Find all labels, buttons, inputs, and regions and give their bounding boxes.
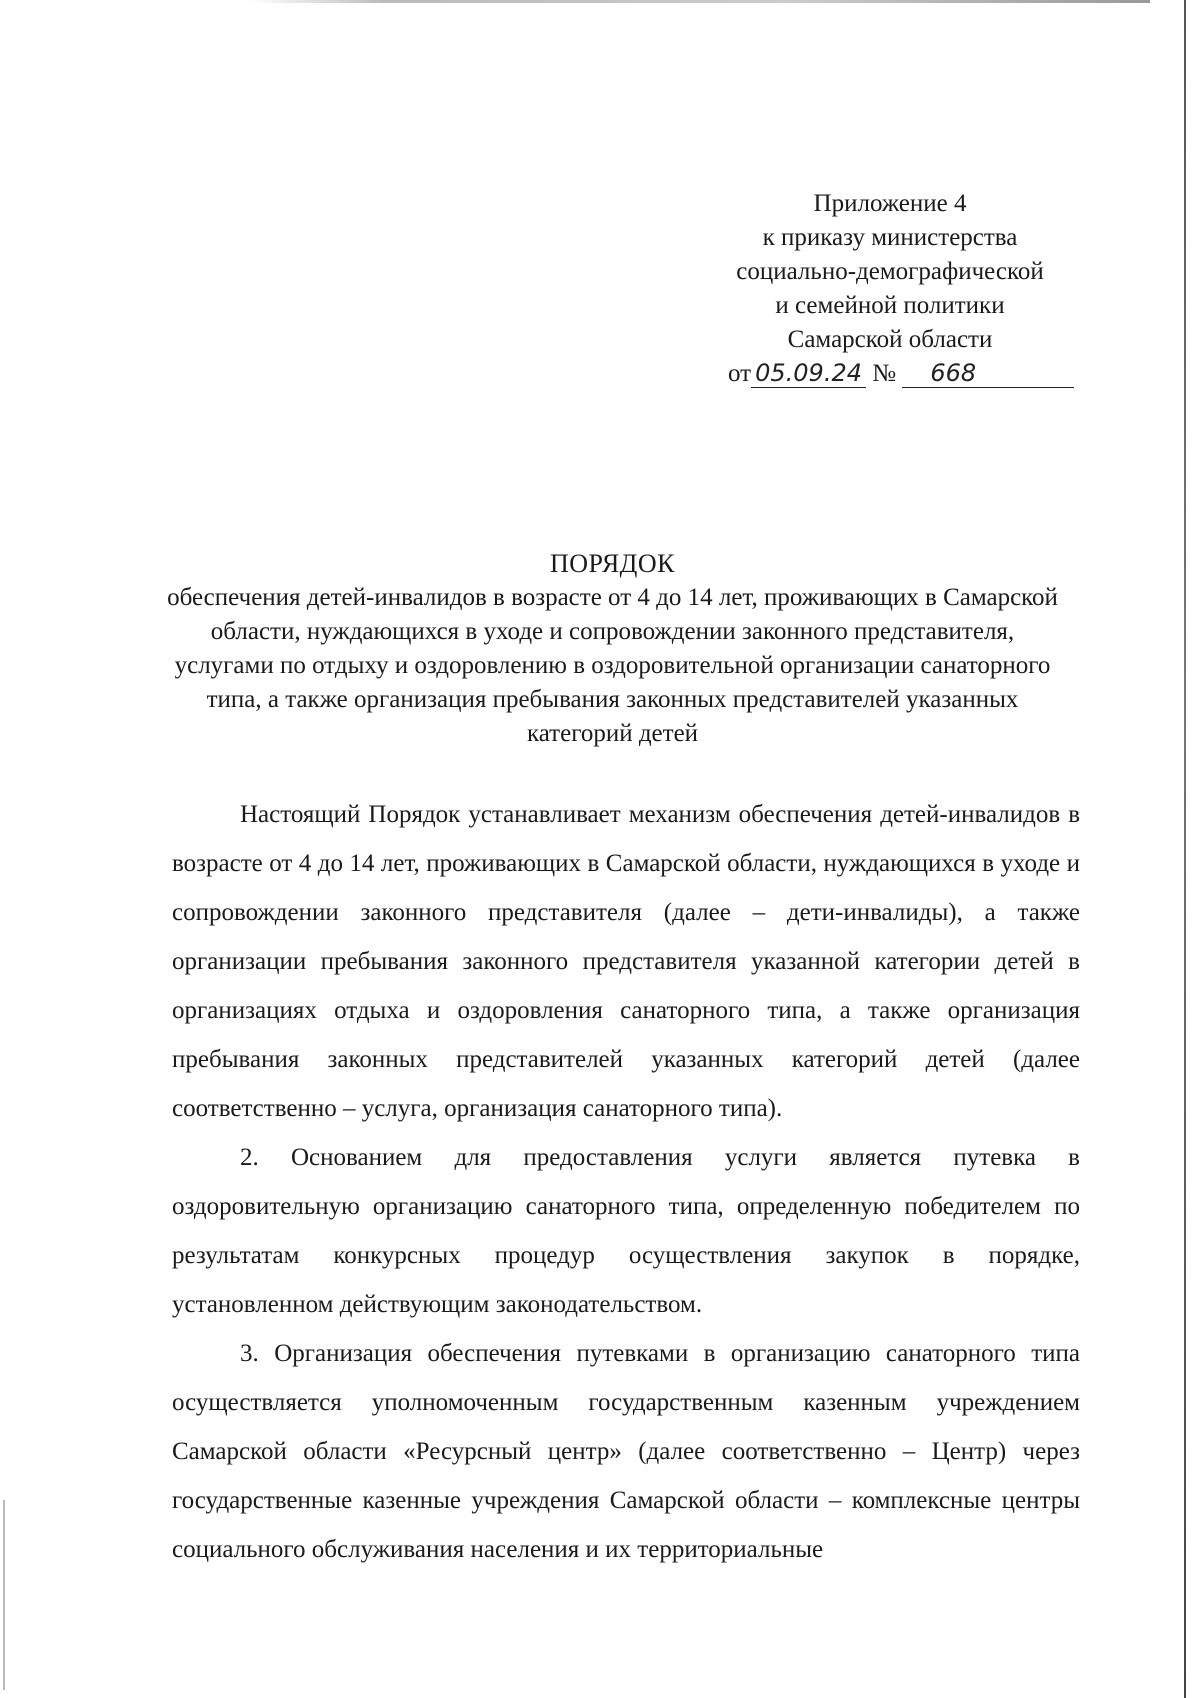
- document-body: [172, 790, 1080, 1574]
- scan-edge-top: [250, 0, 1150, 3]
- date-prefix: от: [728, 360, 752, 387]
- handwritten-number: 668: [902, 359, 1074, 388]
- appendix-number: Приложение 4: [813, 190, 967, 217]
- body-paragraph-1: Настоящий Порядок устанавливает механизм обеспечения детей-инвалидов в возрасте от 4 до 14 лет, проживающих в Самарской области, нуждающихся в уходе и сопровождении законного представителя (далее – дети-инвалиды), а также организации пребывания законного представителя указанной категории детей в организациях отдыха и оздоровления санаторного типа, а также организация пребывания законных представителей указанных категорий детей (далее соответственно – услуга, организация санаторного типа).: [172, 801, 1080, 1122]
- appendix-region-line: Самарской области: [787, 326, 993, 353]
- handwritten-date: 05.09.24: [751, 359, 866, 388]
- appendix-header: [700, 187, 1080, 391]
- document-title-block: [160, 547, 1065, 751]
- number-prefix: №: [872, 360, 897, 387]
- scan-edge-left: [3, 1500, 5, 1690]
- appendix-order-ref: к приказу министерства: [762, 224, 1018, 251]
- body-paragraph-3: 3. Организация обеспечения путевками в организацию санаторного типа осуществляется уполномоченным государственным казенным учреждением Самарской области «Ресурсный центр» (далее соответственно – Центр) через государственные казенные учреждения Самарской области – комплексные центры социального обслуживания населения и их территориальные: [172, 1340, 1080, 1563]
- order-date-number-row: [728, 357, 1080, 391]
- body-paragraph-2: 2. Основанием для предоставления услуги является путевка в оздоровительную организацию санаторного типа, определенную победителем по результатам конкурсных процедур осуществления закупок в порядке, установленном действующим законодательством.: [172, 1144, 1080, 1318]
- scan-edge-right: [1184, 0, 1186, 1698]
- document-subtitle: обеспечения детей-инвалидов в возрасте от 4 до 14 лет, проживающих в Самарской области, нуждающихся в уходе и сопровождении законного представителя, услугами по отдыху и оздоровлению в оздоровительной организации санаторного типа, а также организация пребывания законных представителей указанных категорий детей: [167, 584, 1058, 747]
- appendix-policy-line: и семейной политики: [775, 292, 1005, 319]
- appendix-ministry-line: социально-демографической: [736, 258, 1044, 285]
- document-heading: ПОРЯДОК: [549, 549, 676, 578]
